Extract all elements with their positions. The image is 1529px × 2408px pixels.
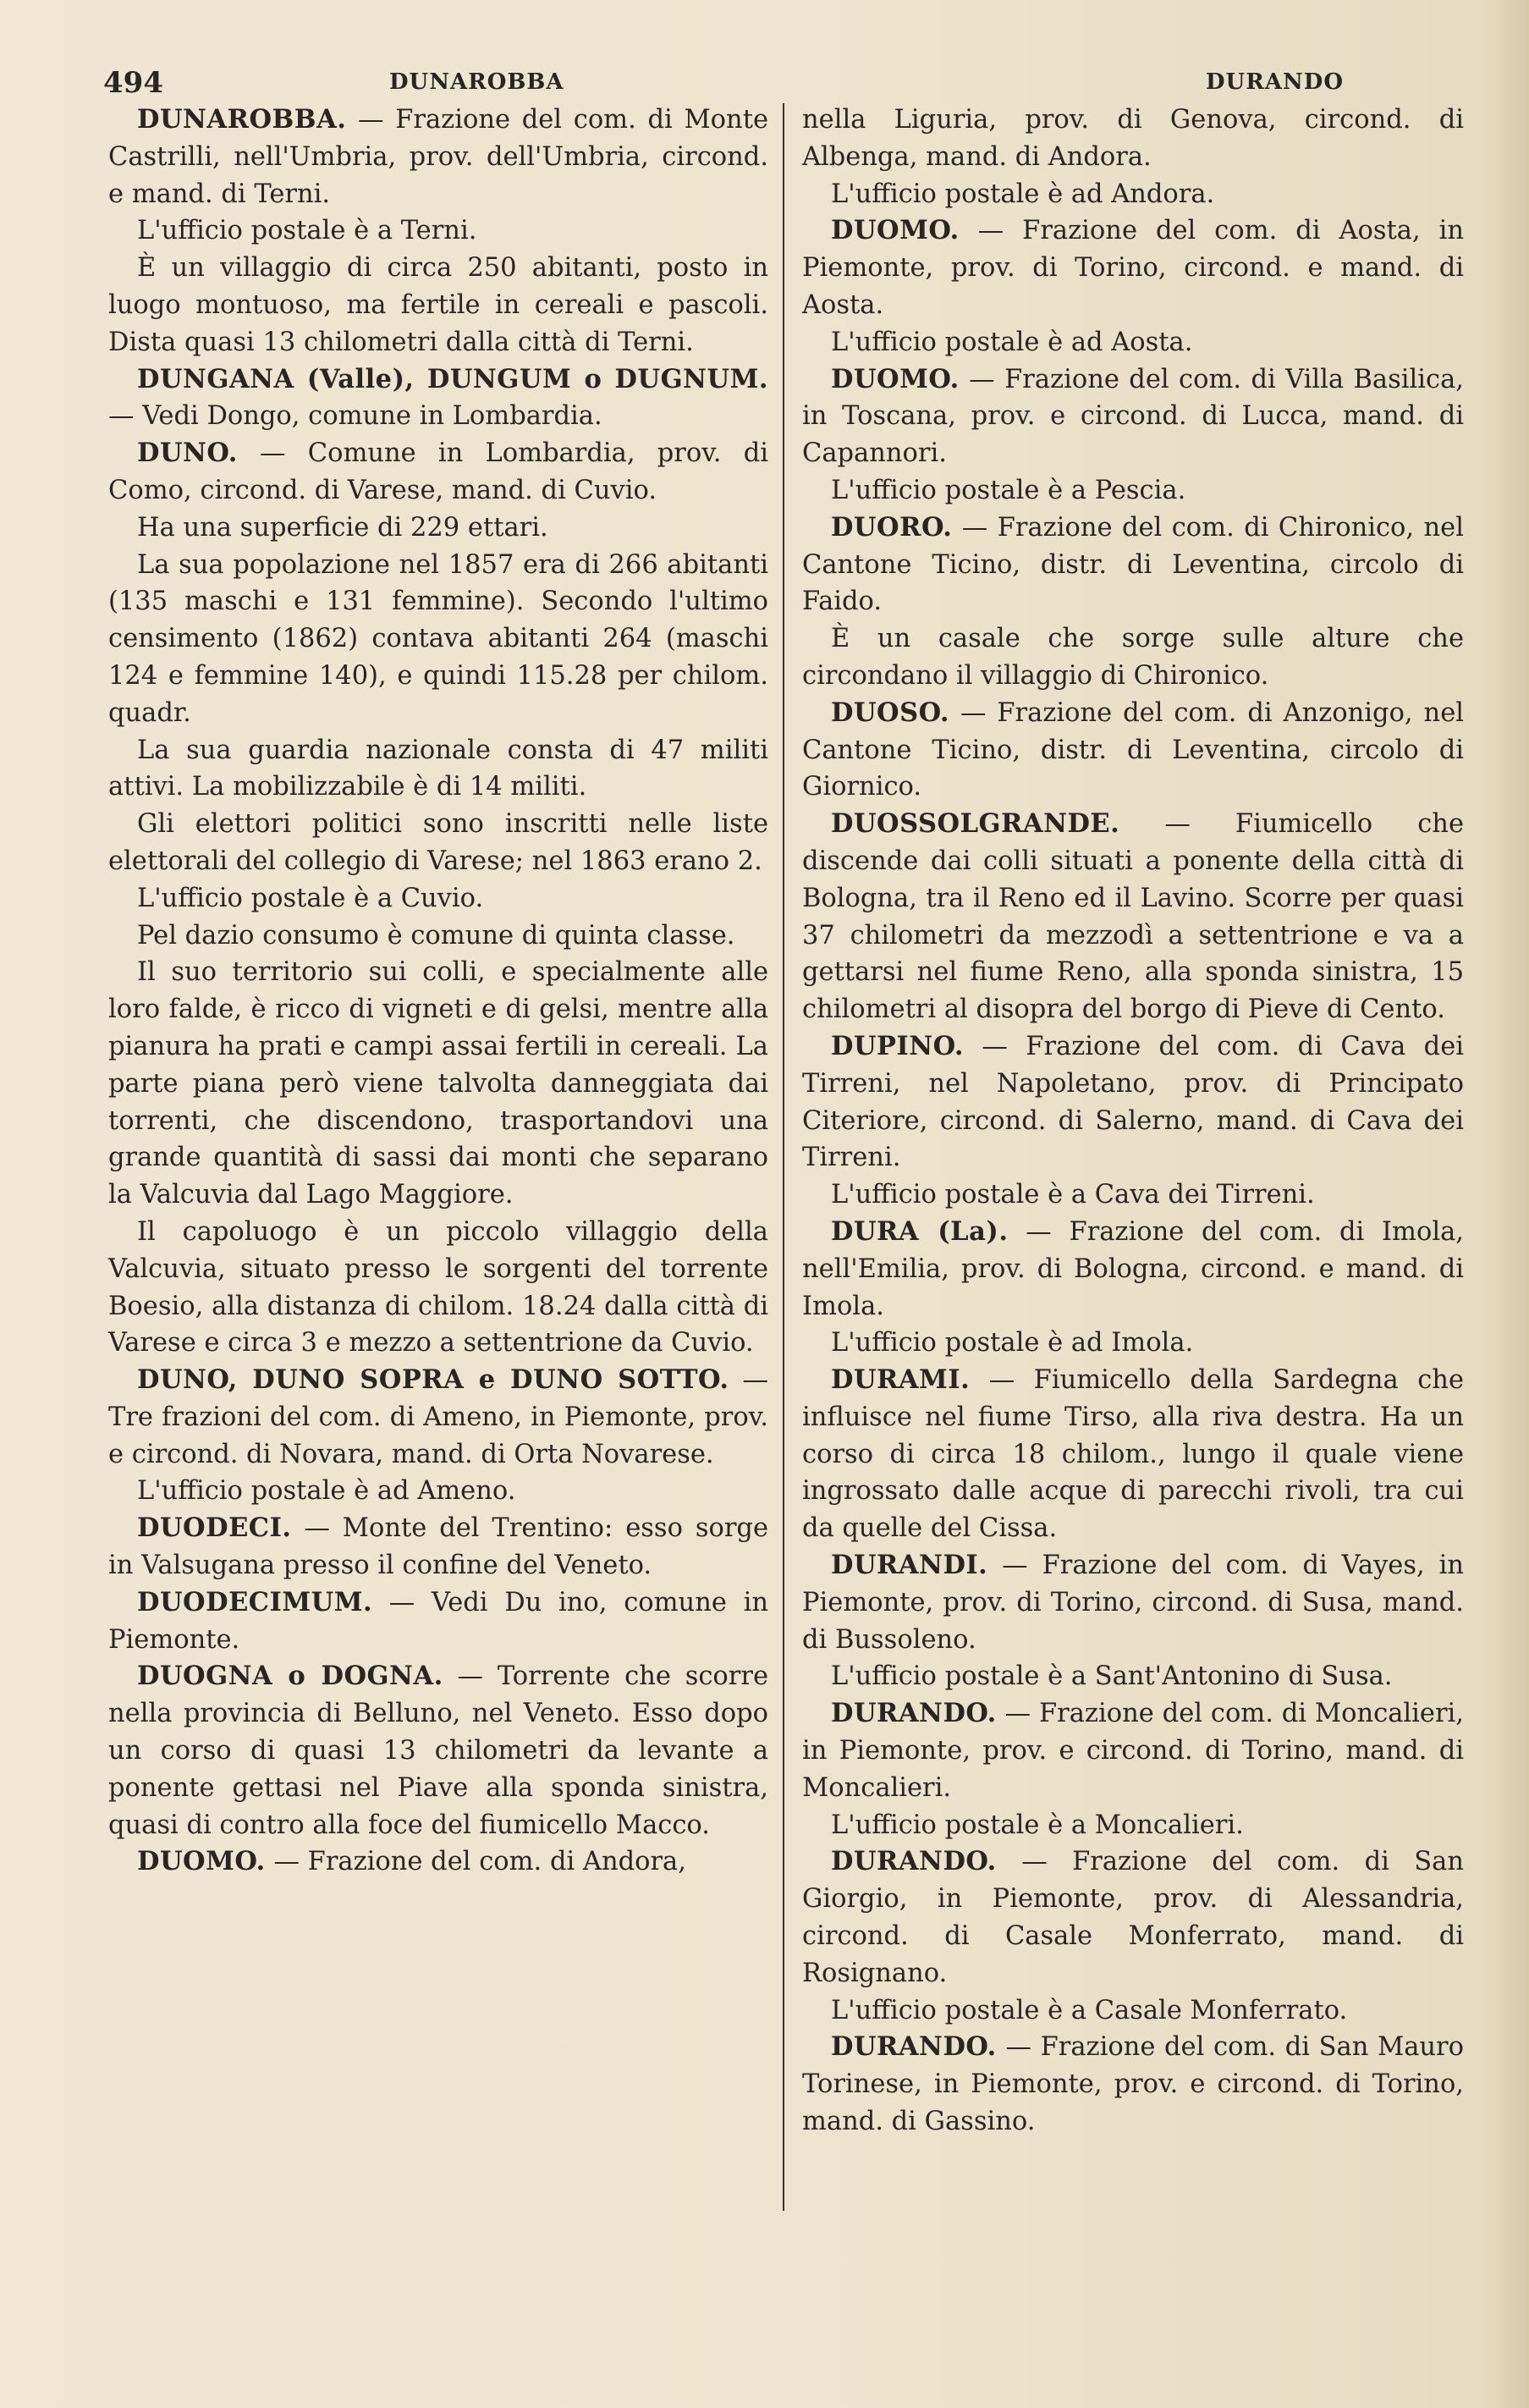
entry-headword: DUODECIMUM. — [137, 1586, 373, 1617]
entry-headword: DURANDO. — [831, 1846, 997, 1877]
entry-paragraph: L'ufficio postale è a Cava dei Tirreni. — [831, 1180, 1315, 1210]
entry-paragraph: Pel dazio consumo è comune di quinta classe. — [137, 920, 735, 951]
entry-headword: DUPINO. — [831, 1030, 965, 1061]
dictionary-entry — [802, 510, 1464, 620]
entry-text: — Frazione del com. di San Giorgio, in Piemonte, prov. di Alessandria, circond. di Casale Monferrato, mand. di Rosignano. — [802, 1847, 1464, 1988]
dictionary-entry — [108, 1362, 768, 1473]
entry-paragraph: È un villaggio di circa 250 abitanti, posto in luogo montuoso, ma fertile in cereali e pascoli. Dista quasi 13 chilometri dalla città di Terni. — [108, 253, 768, 357]
entry-headword: DURANDO. — [831, 2031, 997, 2063]
entry-paragraph: L'ufficio postale è a Pescia. — [831, 475, 1186, 505]
entry-paragraph: Ha una superficie di 229 ettari. — [137, 512, 548, 543]
dictionary-entry — [802, 1362, 1464, 1547]
right-column — [802, 102, 1464, 2141]
dictionary-entry — [802, 1843, 1464, 1992]
entry-text: — Frazione del com. di Anzonigo, nel Cantone Ticino, distr. di Leventina, circolo di Giornico. — [802, 697, 1464, 802]
entry-text: — Torrente che scorre nella provincia di Belluno, nel Veneto. Esso dopo un corso di quasi 13 chilometri da levante a ponente gettasi nel Piave alla sponda sinistra, quasi di contro alla foce del fiumicello Macco. — [108, 1661, 769, 1840]
entry-headword: DUOGNA o DOGNA. — [137, 1661, 443, 1692]
dictionary-entry — [108, 1510, 768, 1584]
entry-text: — Vedi Dongo, comune in Lombardia. — [108, 401, 602, 432]
entry-paragraph: L'ufficio postale è ad Ameno. — [137, 1476, 516, 1507]
dictionary-entry — [802, 1695, 1464, 1806]
entry-headword: DUNO, DUNO SOPRA e DUNO SOTTO. — [137, 1364, 729, 1396]
dictionary-entry — [108, 435, 768, 510]
entry-headword: DUODECI. — [137, 1513, 292, 1544]
dictionary-entry — [802, 695, 1464, 806]
continued-text: nella Liguria, prov. di Genova, circond. di Albenga, mand. di Andora. — [802, 105, 1464, 172]
dictionary-entry — [108, 361, 768, 436]
entry-text: — Frazione del com. di Villa Basilica, in Toscana, prov. e circond. di Lucca, mand. di Capannori. — [802, 364, 1464, 469]
dictionary-entry — [802, 806, 1464, 1028]
left-column — [108, 102, 768, 1881]
entry-paragraph: Gli elettori politici sono inscritti nelle liste elettorali del collegio di Varese; nel 1863 erano 2. — [108, 809, 768, 876]
entry-text: — Vedi Du ino, comune in Piemonte. — [108, 1587, 768, 1655]
dictionary-entry — [108, 1843, 768, 1881]
entry-text: — Frazione del com. di Cava dei Tirreni, nel Napoletano, prov. di Principato Citeriore, circond. di Salerno, mand. di Cava dei Tirreni. — [802, 1031, 1464, 1173]
dictionary-entry — [802, 1214, 1464, 1325]
entry-text: — Frazione del com. di Monte Castrilli, nell'Umbria, prov. dell'Umbria, circond. e mand. di Terni. — [108, 105, 768, 209]
dictionary-entry — [802, 1028, 1464, 1176]
dictionary-entry — [802, 2029, 1464, 2140]
entry-paragraph: Il capoluogo è un piccolo villaggio della Valcuvia, situato presso le sorgenti del torrente Boesio, alla distanza di chilom. 18.24 dalla città di Varese e circa 3 e mezzo a settentrione da Cuvio. — [108, 1216, 768, 1358]
entry-text: — Frazione del com. di Aosta, in Piemonte, prov. di Torino, circond. e mand. di Aosta. — [802, 216, 1464, 320]
entry-text: — Fiumicello della Sardegna che influisce nel fiume Tirso, alla riva destra. Ha un corso di circa 18 chilom., lungo il quale viene ingrossato dalle acque di parecchi rivoli, tra cui da quelle del Cissa. — [802, 1365, 1464, 1544]
entry-text: — Frazione del com. di Chironico, nel Cantone Ticino, distr. di Leventina, circolo di Faido. — [802, 512, 1464, 617]
entry-paragraph: L'ufficio postale è ad Andora. — [831, 179, 1215, 209]
entry-headword: DUORO. — [831, 511, 953, 543]
entry-paragraph: L'ufficio postale è ad Aosta. — [831, 327, 1193, 357]
entry-paragraph: L'ufficio postale è ad Imola. — [831, 1328, 1194, 1358]
entry-text: — Tre frazioni del com. di Ameno, in Piemonte, prov. e circond. di Novara, mand. di Orta Novarese. — [108, 1365, 768, 1469]
entry-headword: DUNO. — [137, 438, 238, 469]
entry-text: — Frazione del com. di Moncalieri, in Piemonte, prov. e circond. di Torino, mand. di Moncalieri. — [802, 1699, 1464, 1803]
running-header — [103, 66, 1457, 100]
right-running-head: DURANDO — [1206, 69, 1344, 95]
entry-headword: DUNGANA (Valle), DUNGUM o DUGNUM. — [137, 363, 768, 394]
entry-paragraph: L'ufficio postale è a Cuvio. — [137, 883, 484, 913]
entry-text: — Frazione del com. di Imola, nell'Emilia, prov. di Bologna, circond. e mand. di Imola. — [802, 1216, 1464, 1321]
entry-headword: DUOMO. — [831, 363, 960, 394]
column-divider — [783, 103, 784, 2211]
entry-headword: DURAMI. — [831, 1364, 971, 1396]
entry-paragraph: Il suo territorio sui colli, e specialmente alle loro falde, è ricco di vigneti e di gelsi, mentre alla pianura ha prati e campi assai fertili in cereali. La parte piana però viene talvolta danneggiata dai torrenti, che discendono, trasportandovi una grande quantità di sassi dai monti che separano la Valcuvia dal Lago Maggiore. — [108, 957, 768, 1210]
entry-paragraph: È un casale che sorge sulle alture che circondano il villaggio di Chironico. — [802, 624, 1464, 691]
entry-text: — Frazione del com. di Andora, — [265, 1847, 686, 1877]
dictionary-entry — [108, 1658, 768, 1843]
entry-headword: DUOMO. — [137, 1846, 266, 1877]
page-number: 494 — [103, 66, 163, 100]
entry-text: — Fiumicello che discende dai colli situati a ponente della città di Bologna, tra il Reno ed il Lavino. Scorre per quasi 37 chilometri da mezzodì a settentrione e va a gettarsi nel fiume Reno, alla sponda sinistra, 15 chilometri al disopra del borgo di Pieve di Cento. — [802, 809, 1464, 1025]
dictionary-entry — [108, 1584, 768, 1659]
entry-paragraph: L'ufficio postale è a Terni. — [137, 216, 477, 246]
entry-headword: DUNAROBBA. — [137, 104, 347, 135]
entry-headword: DURANDO. — [831, 1698, 997, 1729]
entry-headword: DUOSSOLGRANDE. — [831, 808, 1120, 840]
entry-text: — Monte del Trentino: esso sorge in Valsugana presso il confine del Veneto. — [108, 1513, 768, 1581]
entry-paragraph: L'ufficio postale è a Sant'Antonino di Susa. — [831, 1661, 1393, 1692]
entry-text: — Frazione del com. di San Mauro Torinese, in Piemonte, prov. e circond. di Torino, mand. di Gassino. — [802, 2032, 1464, 2137]
dictionary-entry — [802, 361, 1464, 472]
dictionary-entry — [802, 212, 1464, 323]
entry-paragraph: La sua guardia nazionale consta di 47 militi attivi. La mobilizzabile è di 14 militi. — [108, 735, 768, 802]
entry-headword: DURANDI. — [831, 1550, 988, 1581]
entry-headword: DURA (La). — [831, 1215, 1009, 1247]
dictionary-entry — [802, 1547, 1464, 1658]
entry-paragraph: L'ufficio postale è a Moncalieri. — [831, 1810, 1244, 1840]
entry-headword: DUOMO. — [831, 215, 960, 246]
entry-text: — Comune in Lombardia, prov. di Como, circond. di Varese, mand. di Cuvio. — [108, 438, 768, 505]
entry-paragraph: La sua popolazione nel 1857 era di 266 abitanti (135 maschi e 131 femmine). Secondo l'ultimo censimento (1862) contava abitanti 264 (maschi 124 e femmine 140), e quindi 115.28 per chilom. quadr. — [108, 549, 768, 728]
entry-text: — Frazione del com. di Vayes, in Piemonte, prov. di Torino, circond. di Susa, mand. di Bussoleno. — [802, 1551, 1464, 1655]
entry-headword: DUOSO. — [831, 697, 950, 728]
left-running-head: DUNAROBBA — [389, 69, 564, 95]
entry-paragraph: L'ufficio postale è a Casale Monferrato. — [831, 1995, 1348, 2025]
dictionary-entry — [108, 102, 768, 212]
